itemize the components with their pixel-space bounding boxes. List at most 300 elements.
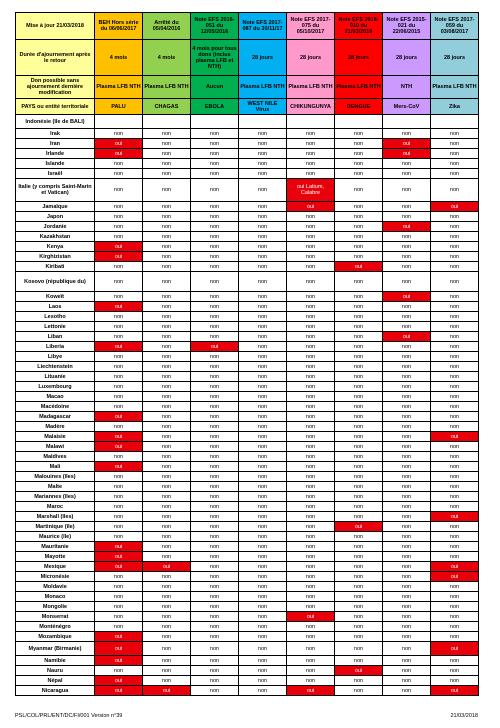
status-cell: non xyxy=(335,169,383,179)
status-cell: non xyxy=(239,492,287,502)
country-cell: Népal xyxy=(16,676,95,686)
country-cell: Maldives xyxy=(16,452,95,462)
header-don-cell: Plasma LFB NTH xyxy=(143,76,191,99)
status-cell: non xyxy=(239,302,287,312)
table-row xyxy=(16,656,479,666)
status-cell: oui xyxy=(95,656,143,666)
status-cell: non xyxy=(335,542,383,552)
status-cell: non xyxy=(335,552,383,562)
table-row xyxy=(16,512,479,522)
status-cell: non xyxy=(95,332,143,342)
country-cell: Kiribati xyxy=(16,262,95,272)
status-cell: non xyxy=(431,552,479,562)
country-cell: Monaco xyxy=(16,592,95,602)
status-cell: non xyxy=(287,362,335,372)
status-cell: non xyxy=(287,322,335,332)
status-cell: non xyxy=(431,272,479,292)
status-cell: non xyxy=(191,462,239,472)
table-row xyxy=(16,139,479,149)
status-cell: non xyxy=(431,212,479,222)
status-cell: non xyxy=(191,252,239,262)
status-cell: non xyxy=(431,676,479,686)
status-cell: non xyxy=(431,452,479,462)
status-cell: non xyxy=(287,232,335,242)
status-cell: non xyxy=(239,462,287,472)
status-cell: non xyxy=(143,602,191,612)
status-cell: non xyxy=(383,632,431,642)
status-cell: non xyxy=(335,592,383,602)
status-cell: non xyxy=(431,422,479,432)
country-cell: Micronésie xyxy=(16,572,95,582)
status-cell: non xyxy=(383,472,431,482)
status-cell: non xyxy=(191,179,239,202)
status-cell: non xyxy=(383,642,431,656)
status-cell: oui xyxy=(383,149,431,159)
status-cell: non xyxy=(239,212,287,222)
status-cell: non xyxy=(239,666,287,676)
document-date: 21/03/2018 xyxy=(450,713,478,719)
status-cell: non xyxy=(335,442,383,452)
country-cell: Mexique xyxy=(16,562,95,572)
status-cell: oui xyxy=(95,412,143,422)
header-date-cell: Note EFS 2017-087 du 30/11/17 xyxy=(239,13,287,40)
status-cell: non xyxy=(383,159,431,169)
status-cell: non xyxy=(383,302,431,312)
table-row xyxy=(16,552,479,562)
status-cell: non xyxy=(335,492,383,502)
status-cell: non xyxy=(287,302,335,312)
status-cell: non xyxy=(191,532,239,542)
update-label: Mise à jour 21/03/2018 xyxy=(16,13,95,40)
country-cell: Iran xyxy=(16,139,95,149)
country-cell: Libye xyxy=(16,352,95,362)
country-cell: Madère xyxy=(16,422,95,432)
status-cell: non xyxy=(143,302,191,312)
header-don-cell: Plasma LFB NTH xyxy=(335,76,383,99)
status-cell: non xyxy=(287,452,335,462)
status-cell: non xyxy=(191,572,239,582)
status-cell: non xyxy=(191,582,239,592)
status-cell: non xyxy=(287,129,335,139)
country-cell: Macédoine xyxy=(16,402,95,412)
table-row xyxy=(16,179,479,202)
country-cell: Lettonie xyxy=(16,322,95,332)
status-cell: non xyxy=(239,562,287,572)
status-cell: oui xyxy=(383,332,431,342)
status-cell: non xyxy=(287,622,335,632)
status-cell: non xyxy=(239,179,287,202)
status-cell: non xyxy=(143,412,191,422)
table-row xyxy=(16,442,479,452)
status-cell: non xyxy=(383,179,431,202)
disease-header-cell: DENGUE xyxy=(335,99,383,115)
status-cell xyxy=(431,115,479,129)
status-cell: non xyxy=(383,582,431,592)
status-cell: non xyxy=(191,686,239,696)
status-cell: non xyxy=(191,302,239,312)
table-row xyxy=(16,332,479,342)
table-row xyxy=(16,622,479,632)
country-cell: Malouines (îles) xyxy=(16,472,95,482)
country-cell: Mozambique xyxy=(16,632,95,642)
status-cell: non xyxy=(383,482,431,492)
status-cell: non xyxy=(143,642,191,656)
status-cell: non xyxy=(143,632,191,642)
status-cell: non xyxy=(143,582,191,592)
status-cell: non xyxy=(383,272,431,292)
status-cell: non xyxy=(431,632,479,642)
status-cell: non xyxy=(191,442,239,452)
status-cell: non xyxy=(383,666,431,676)
status-cell: non xyxy=(383,322,431,332)
status-cell: non xyxy=(95,502,143,512)
disease-header-cell: CHIKUNGUNYA xyxy=(287,99,335,115)
status-cell: non xyxy=(431,582,479,592)
table-row xyxy=(16,642,479,656)
country-cell: Kosovo (république du) xyxy=(16,272,95,292)
status-cell: non xyxy=(239,139,287,149)
country-cell: Marshall (îles) xyxy=(16,512,95,522)
status-cell: non xyxy=(287,372,335,382)
status-cell: oui xyxy=(95,149,143,159)
status-cell: non xyxy=(431,352,479,362)
status-cell: non xyxy=(239,582,287,592)
status-cell: non xyxy=(191,622,239,632)
status-cell: non xyxy=(383,602,431,612)
status-cell: non xyxy=(287,582,335,592)
status-cell: non xyxy=(191,542,239,552)
status-cell: non xyxy=(383,542,431,552)
status-cell: non xyxy=(95,612,143,622)
disease-header-cell: WEST NILE Virus xyxy=(239,99,287,115)
status-cell: non xyxy=(335,322,383,332)
status-cell: non xyxy=(335,312,383,322)
status-cell: non xyxy=(143,442,191,452)
status-cell: oui xyxy=(287,202,335,212)
country-cell: Israël xyxy=(16,169,95,179)
status-cell: non xyxy=(143,572,191,582)
status-cell: non xyxy=(143,502,191,512)
status-cell: non xyxy=(143,532,191,542)
table-row xyxy=(16,169,479,179)
status-cell: non xyxy=(335,512,383,522)
country-cell: Maurice (île) xyxy=(16,532,95,542)
table-row xyxy=(16,392,479,402)
status-cell: non xyxy=(335,676,383,686)
status-cell: non xyxy=(431,602,479,612)
status-cell: oui xyxy=(143,562,191,572)
status-cell: non xyxy=(191,292,239,302)
status-cell: oui xyxy=(335,262,383,272)
status-cell: non xyxy=(143,352,191,362)
table-row xyxy=(16,342,479,352)
status-cell: non xyxy=(335,292,383,302)
status-cell: non xyxy=(239,312,287,322)
status-cell: non xyxy=(191,676,239,686)
country-cell: Malaisie xyxy=(16,432,95,442)
status-cell: non xyxy=(431,332,479,342)
status-cell: non xyxy=(191,272,239,292)
status-cell: non xyxy=(287,552,335,562)
status-cell: non xyxy=(191,492,239,502)
status-cell: non xyxy=(287,392,335,402)
header-duration-cell: 28 jours xyxy=(287,40,335,76)
country-cell: Liban xyxy=(16,332,95,342)
status-cell: non xyxy=(287,666,335,676)
status-cell: non xyxy=(95,532,143,542)
status-cell: non xyxy=(383,562,431,572)
status-cell: non xyxy=(95,372,143,382)
status-cell: non xyxy=(191,312,239,322)
status-cell: non xyxy=(383,442,431,452)
status-cell: non xyxy=(383,312,431,322)
status-cell xyxy=(143,115,191,129)
status-cell: non xyxy=(239,169,287,179)
donor-deferral-table xyxy=(15,12,479,696)
table-row xyxy=(16,502,479,512)
status-cell: non xyxy=(383,169,431,179)
table-row xyxy=(16,472,479,482)
status-cell: oui xyxy=(335,522,383,532)
status-cell: oui xyxy=(95,562,143,572)
status-cell: oui xyxy=(431,642,479,656)
table-row xyxy=(16,412,479,422)
status-cell: non xyxy=(335,302,383,312)
status-cell: non xyxy=(383,212,431,222)
table-row xyxy=(16,302,479,312)
status-cell: non xyxy=(239,612,287,622)
country-cell: Martinique (île) xyxy=(16,522,95,532)
status-cell: non xyxy=(143,332,191,342)
country-cell: Kenya xyxy=(16,242,95,252)
status-cell: non xyxy=(239,402,287,412)
status-cell: non xyxy=(383,462,431,472)
status-cell: non xyxy=(191,656,239,666)
status-cell: non xyxy=(335,452,383,462)
status-cell: non xyxy=(143,222,191,232)
status-cell: non xyxy=(143,402,191,412)
status-cell: non xyxy=(383,402,431,412)
status-cell: non xyxy=(239,542,287,552)
status-cell: non xyxy=(143,512,191,522)
table-row xyxy=(16,432,479,442)
header-date-cell: Note EFS 2018-010 du 21/03/2018 xyxy=(335,13,383,40)
status-cell: non xyxy=(143,179,191,202)
country-cell: Laos xyxy=(16,302,95,312)
country-cell: Jamaïque xyxy=(16,202,95,212)
disease-header-cell: Zika xyxy=(431,99,479,115)
country-cell: Macao xyxy=(16,392,95,402)
status-cell: non xyxy=(191,432,239,442)
status-cell: non xyxy=(191,372,239,382)
status-cell: non xyxy=(335,149,383,159)
country-cell: Nicaragua xyxy=(16,686,95,696)
status-cell: non xyxy=(287,442,335,452)
status-cell: non xyxy=(383,522,431,532)
status-cell xyxy=(95,115,143,129)
status-cell: non xyxy=(143,522,191,532)
status-cell: non xyxy=(287,542,335,552)
status-cell: non xyxy=(95,129,143,139)
status-cell: non xyxy=(383,232,431,242)
status-cell: non xyxy=(239,149,287,159)
country-cell: Liberia xyxy=(16,342,95,352)
status-cell: non xyxy=(431,542,479,552)
status-cell: non xyxy=(95,272,143,292)
status-cell: non xyxy=(431,342,479,352)
status-cell: non xyxy=(239,392,287,402)
status-cell: non xyxy=(287,502,335,512)
status-cell: non xyxy=(287,262,335,272)
status-cell: non xyxy=(191,412,239,422)
header-don-cell: Plasma LFB NTH xyxy=(95,76,143,99)
status-cell: non xyxy=(431,442,479,452)
status-cell: non xyxy=(287,412,335,422)
status-cell: non xyxy=(239,222,287,232)
status-cell: non xyxy=(383,252,431,262)
status-cell: non xyxy=(239,242,287,252)
status-cell: oui xyxy=(95,442,143,452)
status-cell: oui xyxy=(287,612,335,622)
status-cell: non xyxy=(431,656,479,666)
status-cell: non xyxy=(143,542,191,552)
table-row xyxy=(16,252,479,262)
status-cell: non xyxy=(383,202,431,212)
status-cell: non xyxy=(431,139,479,149)
table-row xyxy=(16,292,479,302)
table-row xyxy=(16,212,479,222)
status-cell: non xyxy=(431,372,479,382)
status-cell: oui xyxy=(335,666,383,676)
status-cell: non xyxy=(95,222,143,232)
status-cell: non xyxy=(431,149,479,159)
status-cell: non xyxy=(383,492,431,502)
table-row xyxy=(16,632,479,642)
status-cell: oui xyxy=(95,432,143,442)
status-cell: oui xyxy=(95,139,143,149)
status-cell: non xyxy=(335,632,383,642)
status-cell: non xyxy=(143,432,191,442)
status-cell: non xyxy=(239,342,287,352)
status-cell: non xyxy=(191,502,239,512)
status-cell: non xyxy=(143,482,191,492)
status-cell: non xyxy=(239,502,287,512)
table-row xyxy=(16,382,479,392)
status-cell: non xyxy=(239,262,287,272)
status-cell: non xyxy=(287,252,335,262)
status-cell: non xyxy=(335,582,383,592)
header-date-cell: Note EFS 2016-051 du 12/05/2016 xyxy=(191,13,239,40)
status-cell: non xyxy=(95,382,143,392)
status-cell: non xyxy=(335,412,383,422)
status-cell: non xyxy=(143,372,191,382)
status-cell: non xyxy=(383,612,431,622)
status-cell: non xyxy=(191,382,239,392)
status-cell: non xyxy=(191,212,239,222)
status-cell: non xyxy=(239,372,287,382)
status-cell: non xyxy=(287,676,335,686)
status-cell: non xyxy=(191,202,239,212)
status-cell: oui xyxy=(95,242,143,252)
status-cell: non xyxy=(335,352,383,362)
status-cell: non xyxy=(143,242,191,252)
table-row xyxy=(16,232,479,242)
status-cell: non xyxy=(287,169,335,179)
status-cell: non xyxy=(383,592,431,602)
country-cell: Kazakhstan xyxy=(16,232,95,242)
status-cell: non xyxy=(431,382,479,392)
status-cell: non xyxy=(191,522,239,532)
status-cell: non xyxy=(287,482,335,492)
status-cell: non xyxy=(431,472,479,482)
status-cell: non xyxy=(431,392,479,402)
status-cell: non xyxy=(431,666,479,676)
status-cell: oui xyxy=(95,302,143,312)
status-cell: non xyxy=(287,212,335,222)
status-cell: non xyxy=(95,592,143,602)
status-cell: non xyxy=(239,512,287,522)
status-cell: non xyxy=(95,582,143,592)
header-duration-cell: 4 mois pour tous dons (inclus plasma LFB et NTH) xyxy=(191,40,239,76)
status-cell: non xyxy=(239,232,287,242)
status-cell: non xyxy=(143,462,191,472)
table-row xyxy=(16,532,479,542)
status-cell: non xyxy=(191,149,239,159)
header-don-cell: NTH xyxy=(383,76,431,99)
header-row-update xyxy=(16,13,479,40)
table-row xyxy=(16,492,479,502)
status-cell: non xyxy=(191,612,239,622)
status-cell: non xyxy=(431,242,479,252)
status-cell: non xyxy=(239,352,287,362)
status-cell: non xyxy=(335,432,383,442)
status-cell: non xyxy=(95,522,143,532)
duration-label: Durée d'ajournement après le retour xyxy=(16,40,95,76)
status-cell: oui xyxy=(431,686,479,696)
status-cell: non xyxy=(239,202,287,212)
status-cell: non xyxy=(335,472,383,482)
status-cell: oui xyxy=(287,686,335,696)
status-cell: non xyxy=(143,159,191,169)
status-cell: non xyxy=(335,392,383,402)
status-cell: non xyxy=(431,252,479,262)
status-cell: non xyxy=(239,382,287,392)
header-row-don xyxy=(16,76,479,99)
status-cell: non xyxy=(287,532,335,542)
status-cell: non xyxy=(239,159,287,169)
status-cell: non xyxy=(239,522,287,532)
status-cell: non xyxy=(95,179,143,202)
country-cell: Luxembourg xyxy=(16,382,95,392)
status-cell: non xyxy=(431,522,479,532)
status-cell: non xyxy=(383,676,431,686)
status-cell: non xyxy=(143,169,191,179)
status-cell: non xyxy=(143,292,191,302)
status-cell: non xyxy=(143,252,191,262)
header-duration-cell: 4 mois xyxy=(95,40,143,76)
country-cell: Moldavie xyxy=(16,582,95,592)
country-cell: Italie (y compris Saint-Marin et Vatican) xyxy=(16,179,95,202)
table-row xyxy=(16,666,479,676)
status-cell: non xyxy=(95,402,143,412)
header-date-cell: Arrêté du 05/04/2016 xyxy=(143,13,191,40)
status-cell: non xyxy=(143,452,191,462)
status-cell: non xyxy=(287,602,335,612)
disease-header-cell: CHAGAS xyxy=(143,99,191,115)
country-cell: Malte xyxy=(16,482,95,492)
status-cell: non xyxy=(143,342,191,352)
status-cell: non xyxy=(191,392,239,402)
